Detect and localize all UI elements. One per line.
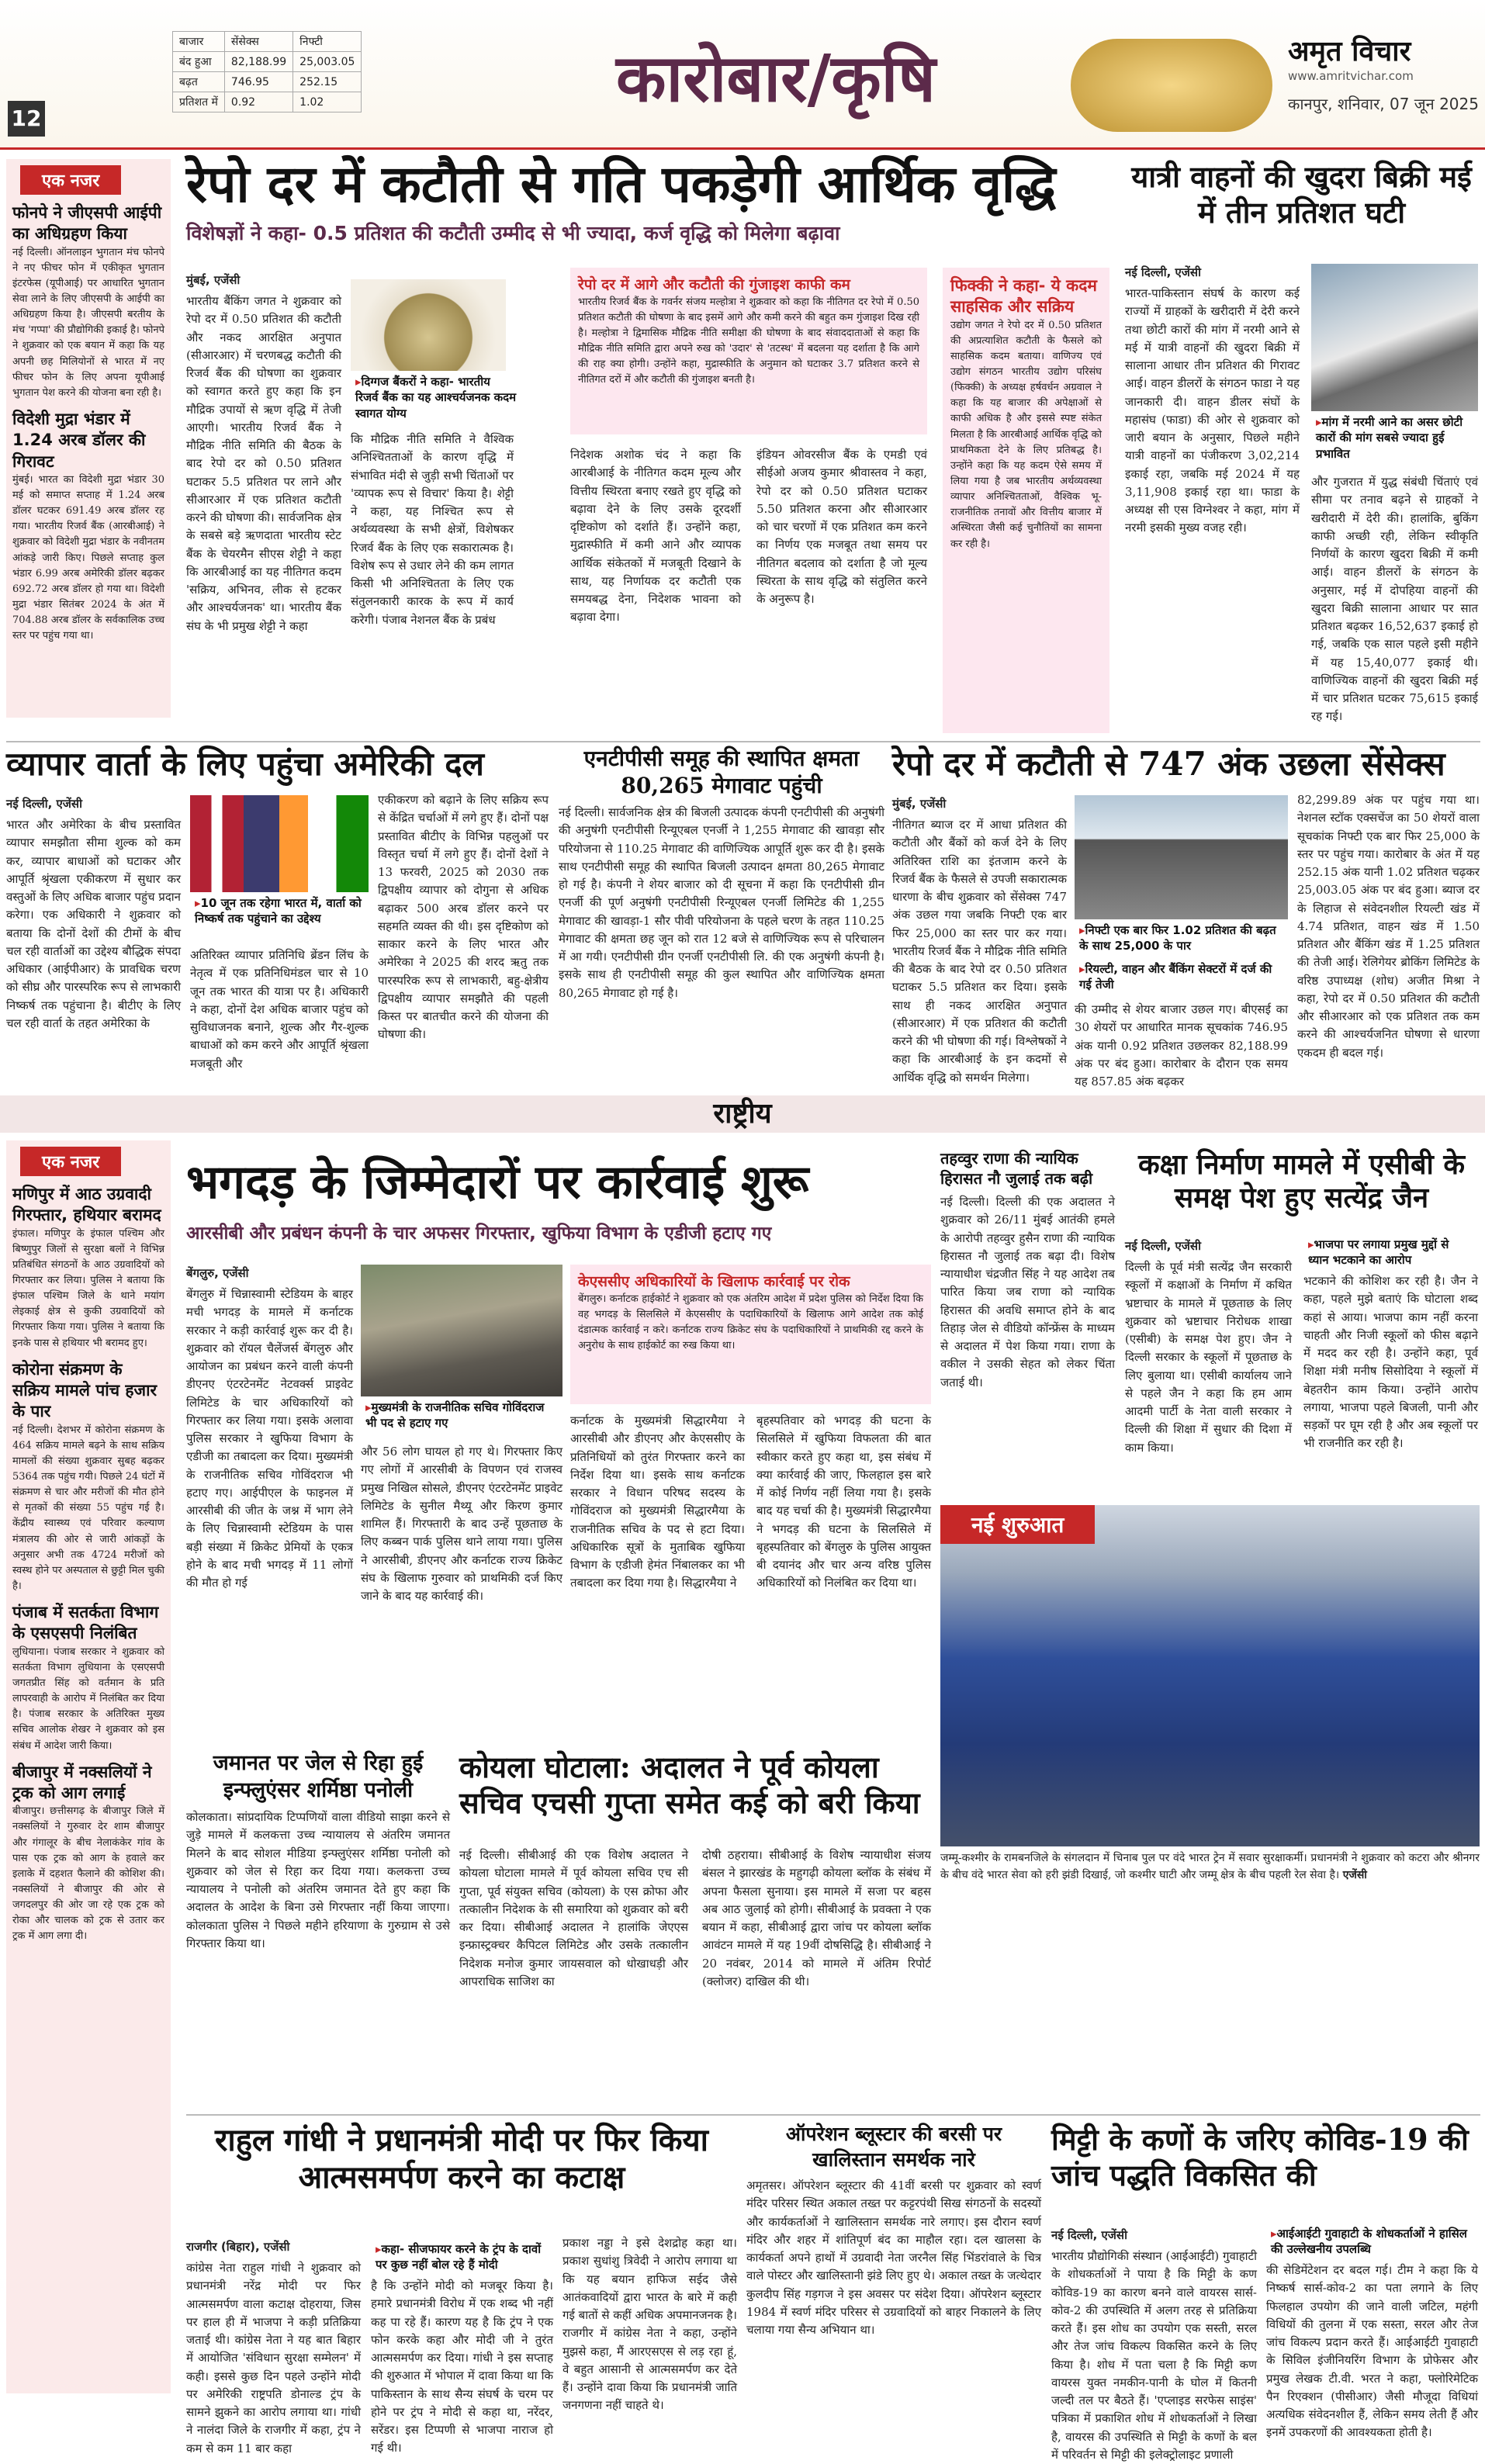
ntpc-body: नई दिल्ली। सार्वजनिक क्षेत्र की बिजली उत्पादक कंपनी एनटीपीसी की अनुषंगी की अनुषंगी एनटीपीसी रिन्यूएबल एनर्जी ने 1,255 मेगावाट की खावड़ा सौर परियोजना से 110.25 मेगावाट की वाणिज्यिक आपूर्ति शुरू कर दी है। इसके साथ एनटीपीसी समूह की स्थापित बिजली उत्पादन क्षमता 80,265 मेगावाट हो गई है। कंपनी ने शेयर बाजार को दी सूचना में कहा कि एनटीपीसी ग्रीन एनर्जी की पूर्ण अनुषंगी एनटीपीसी रिन्यूएबल एनर्जी लिमिटेड की 1,255 मेगावाट की खावड़ा-1 सौर पीवी परियोजना के पहले चरण के तहत 110.25 मेगावाट की क्षमता छह जून को रात 12 बजे से वाणिज्यिक रूप से परिचालन में आ गयी। एनटीपीसी ग्रीन एनर्जी एनटीपीसी लि. की एक अनुषंगी कंपनी है। इसके साथ ही एनटीपीसी समूह की कुल स्थापित और वाणिज्यिक क्षमता 80,265 मेगावाट हो गई है।: [559, 805, 884, 1000]
rahul-headline: राहुल गांधी ने प्रधानमंत्री मोदी पर फिर किया आत्मसमर्पण करने का कटाक्ष: [214, 2122, 709, 2196]
dateline: कानपुर, शनिवार, 07 जून 2025: [1288, 95, 1479, 113]
inset-headline: रेपो दर में आगे और कटौती की गुंजाइश काफी कम: [578, 276, 850, 293]
coal-col: दोषी ठहराया। सीबीआई के विशेष न्यायाधीश संजय बंसल ने झारखंड के महुगढ़ी कोयला ब्लॉक के संबंध में अपना फैसला सुनाया। इस मामले में सजा पर बहस अब आठ जुलाई को होगी। सीबीआई के प्रवक्ता ने एक बयान में कहा, सीबीआई द्वारा जांच पर कोयला ब्लॉक आवंटन मामले में यह 19वीं दोषसिद्धि है। सीबीआई ने 20 नवंबर, 2014 को मामले में अंतिम रिपोर्ट (क्लोजर) दाखिल की थी।: [702, 1848, 931, 1988]
bail-body: कोलकाता। सांप्रदायिक टिप्पणियों वाला वीडियो साझा करने से जुड़े मामले में कलकत्ता उच्च न्यायालय से अंतरिम जमानत मिलने के बाद सोशल मीडिया इन्फ्लुएंसर शर्मिष्ठा पनोली को शुक्रवार को जेल से रिहा कर दिया गया। कलकत्ता उच्च न्यायालय ने पनोली को अंतरिम जमानत देते हुए कहा कि अदालत के आदेश के बिना उसे गिरफ्तार नहीं किया जाएगा। कोलकाता पुलिस ने पिछले महीने हरियाणा के गुरुग्राम से उसे गिरफ्तार किया था।: [186, 1810, 450, 1950]
photo-caption: ▸ मांग में नरमी आने का असर छोटी कारों की मांग सबसे ज्यादा हुई प्रभावित: [1311, 411, 1478, 465]
stampede-col: बृहस्पतिवार को भगदड़ की घटना के सिलसिले में खुफिया विफलता की बात स्वीकार करते हुए कहा था, इस संबंध में क्या कार्रवाई की जाए, फिलहाल इस बारे में कोई निर्णय नहीं लिया गया है। इसके बाद यह चर्चा की है। मुख्यमंत्री सिद्धारमैया ने भगदड़ की घटना के सिलसिले में बृहस्पतिवार को बेंगलुरु के पुलिस आयुक्त बी दयानंद और चार अन्य वरिष्ठ पुलिस अधिकारियों को निलंबित कर दिया था।: [756, 1414, 931, 1590]
ntpc-story: [559, 745, 884, 1086]
trade-col: [6, 791, 181, 1086]
car-col: और गुजरात में युद्ध संबंधी चिंताएं एवं सीमा पर तनाव बढ़ने से ग्राहकों ने खरीदारी में देरी की। हालांकि, बुकिंग काफी अच्छी रही, लेकिन स्वीकृति निर्णयों के कारण खुदरा बिक्री में कमी आई। वाहन डीलरों के संगठन के अनुसार, मई में दोपहिया वाहनों की खुदरा बिक्री सालाना आधार पर सात प्रतिशत बढ़कर 16,52,637 इकाई हो गई, जबकि एक साल पहले इसी महीने में यह 15,40,077 इकाई थी। वाणिज्यिक वाहनों की खुदरा बिक्री मई में चार प्रतिशत घटकर 75,615 इकाई रह गई।: [1311, 475, 1478, 724]
lead-col: [186, 268, 341, 733]
train-caption: [940, 1850, 1480, 1920]
lead-col: कि मौद्रिक नीति समिति ने वैश्विक अनिश्चितताओं के कारण वृद्धि में संभावित मंदी से जुड़ी सभी चिंताओं पर 'व्यापक रूप से विचार' किया है। शेट्टी ने कहा, यह निश्चित रूप से अर्थव्यवस्था के सभी क्षेत्रों, विशेषकर रिजर्व बैंक के लिए एक सकारात्मक है। विशेष रूप से उधार लेने की कम लागत किसी भी अनिश्चितता के लिए एक संतुलनकारी कारक के रूप में कार्य करेगी। पंजाब नेशनल बैंक के प्रबंध: [351, 432, 514, 627]
rahul-story: [186, 2122, 737, 2238]
gold-bars-image: [1071, 39, 1272, 132]
article-text: भारतीय प्रौद्योगिकी संस्थान (आईआईटी) गुवाहाटी के शोधकर्ताओं ने पाया है कि मिट्टी के कण कोविड-19 का कारण बनने वाले वायरस सार्स-कोव-2 की उपस्थिति में अलग तरह से प्रतिक्रिया करते हैं। इस शोध का उपयोग एक सस्ती, सरल और तेज जांच विकल्प विकसित करने के लिए किया है। शोध में पता चला है कि मिट्टी कण वायरस युक्त नमकीन-पानी के घोल में कितनी जल्दी तल पर बैठते हैं। 'एप्लाइड सरफेस साइंस' पत्रिका में प्रकाशित शोध में शोधकर्ताओं ने लिखा है, वायरस की उपस्थिति से मिट्टी के कणों के बल में परिवर्तन से मिट्टी की इलेक्ट्रोलाइट प्रणाली: [1051, 2249, 1257, 2462]
byline: मुंबई, एजेंसी: [186, 273, 241, 287]
covid-headline: मिट्टी के कणों के जरिए कोविड-19 की जांच पद्धति विकसित की: [1051, 2122, 1469, 2192]
trade-headline: व्यापार वार्ता के लिए पहुंचा अमेरिकी दल: [6, 745, 485, 783]
brand-website: www.amritvichar.com: [1288, 69, 1414, 83]
brief-headline: फोनपे ने जीएसपी आईपी का अधिग्रहण किया: [12, 203, 162, 244]
rahul-col: [186, 2234, 361, 2455]
market-col: निफ्टी: [293, 32, 362, 52]
sidebar-tag: एक नजर: [20, 1147, 121, 1176]
market-col: सेंसेक्स: [224, 32, 292, 52]
brief-headline: कोरोना संक्रमण के सक्रिय मामले पांच हजार के पार: [12, 1359, 158, 1421]
photo-caption: ▸ आईआईटी गुवाहाटी के शोधकर्ताओं ने हासिल की उल्लेखनीय उपलब्धि: [1266, 2223, 1478, 2261]
brand-logo: [1288, 31, 1414, 83]
sidebar-tag: एक नजर: [20, 165, 121, 195]
rana-body: नई दिल्ली। दिल्ली की एक अदालत ने शुक्रवार को 26/11 मुंबई आतंकी हमले के आरोपी तहव्वुर हुसैन राणा की न्यायिक हिरासत नौ जुलाई तक बढ़ा दी। विशेष न्यायाधीश चंद्रजीत सिंह ने यह आदेश तब पारित किया जब राणा को न्यायिक हिरासत की अवधि समाप्त होने के बाद तिहाड़ जेल से वीडियो कॉन्फ्रेंस के माध्यम से अदालत में पेश किया गया। राणा के वकील ने उसकी सेहत को लेकर चिंता जताई थी।: [940, 1195, 1115, 1389]
byline: नई दिल्ली, एजेंसी: [1125, 1239, 1201, 1253]
ficci-box: [943, 268, 1109, 733]
market-cell: 0.92: [224, 92, 292, 112]
market-cell: 82,188.99: [224, 52, 292, 72]
article-text: भारत और अमेरिका के बीच प्रस्तावित व्यापार समझौता सीमा शुल्क को कम कर, व्यापार बाधाओं को घटाकर और आपूर्ति श्रृंखला एकीकरण में सुधार कर वस्तुओं के लिए अधिक बाजार पहुंच प्रदान करेगा। एक अधिकारी ने शुक्रवार को बताया कि दोनों देशों की टीमों के बीच चल रही वार्ताओं का उद्देश्य बौद्धिक संपदा अधिकार (आईपीआर) के प्रावधिक चरण को सीघ्र और पारस्परिक रूप से लाभकारी निष्कर्ष तक पहुंचाना है। बीटीए के लिए चल रही वार्ता के तहत अमेरिका के: [6, 818, 181, 1030]
article-text: दिल्ली के पूर्व मंत्री सत्येंद्र जैन सरकारी स्कूलों में कक्षाओं के निर्माण में कथित भ्रष्टाचार के मामले में पूछताछ के लिए शुक्रवार को भ्रष्टाचार निरोधक शाखा (एसीबी) के समक्ष पेश हुए। जैन ने दिल्ली सरकार के स्कूलों में पूछताछ के लिए बुलाया था। एसीबी कार्यालय जाने से पहले जैन ने कहा कि हम आम आदमी पार्टी के नेता वाली सरकार ने दिल्ली की शिक्षा में सुधार की दिशा में काम किया।: [1125, 1260, 1292, 1455]
market-cell: 1.02: [293, 92, 362, 112]
rana-headline: तहव्वुर राणा की न्यायिक हिरासत नौ जुलाई तक बढ़ी: [940, 1149, 1093, 1188]
rahul-col: है कि उन्होंने मोदी को मजबूर किया है। हमारे प्रधानमंत्री विरोध में एक शब्द भी नहीं कह पा रहे हैं। कारण यह है कि ट्रंप ने एक फोन करके कहा और मोदी जी ने तुरंत आत्मसमर्पण कर दिया। गांधी ने इस सप्ताह की शुरुआत में भोपाल में दावा किया था कि पाकिस्तान के साथ सैन्य संघर्ष के चरम पर होने पर ट्रंप ने मोदी से कहा था, नरेंदर, सरेंडर। इस टिप्पणी से भाजपा नाराज हो गई थी।: [371, 2279, 553, 2455]
section-title: कारोबार/कृषि: [616, 40, 936, 116]
article-text: कांग्रेस नेता राहुल गांधी ने शुक्रवार को प्रधानमंत्री नरेंद्र मोदी पर फिर आत्मसमर्पण वाला कटाक्ष दोहराया, जिस पर हाल ही में भाजपा ने कड़ी प्रतिक्रिया जताई थी। कांग्रेस नेता ने यह बात बिहार में आयोजित 'संविधान सुरक्षा सम्मेलन' में कही। इससे कुछ दिन पहले उन्होंने मोदी पर अमेरिकी राष्ट्रपति डोनाल्ड ट्रंप के सामने झुकने का आरोप लगाया था। गांधी ने नालंदा जिले के राजगीर में कहा, ट्रंप ने कम से कम 11 बार कहा: [186, 2261, 361, 2455]
brief-body: बीजापुर। छत्तीसगढ़ के बीजापुर जिले में नक्सलियों ने गुरुवार देर शाम बीजापुर और गंगालूर के बीच नेलाकंकेर गांव के पास एक ट्रक को आग के हवाले कर इलाके में दहशत फैलाने की कोशिश की। नक्सलियों ने बीजापुर की ओर से जगदलपुर की ओर जा रहे एक ट्रक को रोका और चालक को ट्रक से उतार कर ट्रक में आग लगा दी।: [12, 1805, 164, 1943]
rahul-col: प्रकाश नड्डा ने इसे देशद्रोह कहा था। प्रकाश सुधांशु त्रिवेदी ने आरोप लगाया था कि यह बयान हाफिज सईद जैसे आतंकवादियों द्वारा भारत के बारे में कही गई बातों से कहीं अधिक अपमानजनक है। राजगीर में कांग्रेस नेता ने कहा, उन्होंने मुझसे कहा, मैं आरएसएस से लड़ रहा हूं, वे बहुत आसानी से आत्मसमर्पण कर देते हैं। उन्होंने दावा किया कि प्रधानमंत्री जाति जनगणना नहीं चाहते थे।: [562, 2236, 737, 2413]
lead-subheadline: विशेषज्ञों ने कहा- 0.5 प्रतिशत की कटौती उम्मीद से भी ज्यादा, कर्ज वृद्धि को मिलेगा बढ़ावा: [186, 221, 840, 244]
market-table: [172, 31, 362, 112]
car-col: [1125, 260, 1300, 733]
byline: नई दिल्ली, एजेंसी: [1051, 2228, 1127, 2242]
lead-headline: रेपो दर में कटौती से गति पकड़ेगी आर्थिक वृद्धि: [186, 154, 1056, 214]
market-cell: प्रतिशत में: [173, 92, 225, 112]
header-rule: [0, 147, 1485, 150]
byline: राजगीर (बिहार), एजेंसी: [186, 2240, 290, 2254]
market-cell: 746.95: [224, 72, 292, 92]
jain-col: [1125, 1234, 1292, 1497]
stampede-sub: [186, 1222, 931, 1253]
trade-col: एकीकरण को बढ़ाने के लिए सक्रिय रूप से केंद्रित चर्चाओं में लगे हुए हैं। दोनों पक्ष प्रस्तावित बीटीए के विभिन्न पहलुओं पर विस्तृत चर्चा में लगे हुए हैं। दोनों देशों ने 13 फरवरी, 2025 को 2030 तक द्विपक्षीय व्यापार को दोगुना से अधिक बढ़ाकर 500 अरब डॉलर करने पर सहमति व्यक्त की थी। इस दृष्टिकोण को साकार करने के लिए भारत और अमेरिका ने 2025 की शरद ऋतु तक पारस्परिक रूप से लाभकारी, बहु-क्षेत्रीय द्विपक्षीय व्यापार समझौते की पहली किस्त पर बातचीत करने की योजना की घोषणा की।: [378, 793, 549, 1042]
brief-headline: पंजाब में सतर्कता विभाग के एसएसपी निलंबित: [12, 1603, 159, 1643]
bail-story: [186, 1749, 450, 2106]
brief-body: इंफाल। मणिपुर के इंफाल पश्चिम और बिष्णुपुर जिलों से सुरक्षा बलों ने विभिन्न प्रतिबंधित संगठनों के आठ उग्रवादियों को गिरफ्तार कर लिया। पुलिस ने बताया कि इंफाल पश्चिम जिले के थाने मयांग लेइकाई क्षेत्र से कुकी उग्रवादियों को गिरफ्तार किया गया। पुलिस ने बताया कि इनके पास से हथियार भी बरामद हुए।: [12, 1227, 164, 1349]
stampede-subheadline: आरसीबी और प्रबंधन कंपनी के चार अफसर गिरफ्तार, खुफिया विभाग के एडीजी हटाए गए: [186, 1223, 772, 1244]
inset-body: भारतीय रिजर्व बैंक के गवर्नर संजय मल्होत्रा ने शुक्रवार को कहा कि नीतिगत दर रेपो में 0.50 प्रतिशत कटौती की घोषणा के बाद इसमें आगे और कमी करने की बहुत कम गुंजाइश दिख रही है। मल्होत्रा ने द्विमासिक मौद्रिक नीति समीक्षा की घोषणा के बाद संवाददाताओं से कहा कि मौद्रिक नीति समिति द्वारा अपने रुख को 'उदार' से 'तटस्थ' में बदलना यह दर्शाता है कि आगे की राह क्या होगी। उन्होंने कहा, मुद्रास्फीति के अनुमान को घटाकर 3.7 प्रतिशत करने से नीतिगत दरों में और कटौती की गुंजाइश बनती है।: [578, 296, 919, 386]
article-text: भारतीय बैंकिंग जगत ने शुक्रवार को रेपो दर में 0.50 प्रतिशत की कटौती और नकद आरक्षित अनुपात (सीआरआर) में चरणबद्ध कटौती की रिजर्व बैंक की घोषणा का शुक्रवार को स्वागत करते हुए कहा कि इन मौद्रिक उपायों से ऋण वृद्धि में तेजी आएगी। भारतीय रिजर्व बैंक ने मौद्रिक नीति समिति की बैठक के बाद रेपो दर को 0.50 प्रतिशत घटाकर 5.5 प्रतिशत पर लाने और सीआरआर में एक प्रतिशत कटौती करने की घोषणा की। सार्वजनिक क्षेत्र के सबसे बड़े ऋणदाता भारतीय स्टेट बैंक के चेयरमैन सीएस शेट्टी ने कहा कि आरबीआई का यह नीतिगत कदम 'सक्रिय, अभिनव, लीक से हटकर और आश्चर्यजनक' था। भारतीय बैंक संघ के भी प्रमुख शेट्टी ने कहा: [186, 294, 341, 633]
inset-headline: फिक्की ने कहा- ये कदम साहसिक और सक्रिय: [950, 276, 1097, 317]
divider: [186, 2114, 1480, 2116]
bluestar-headline: ऑपरेशन ब्लूस्टार की बरसी पर खालिस्तान समर्थक नारे: [785, 2123, 1002, 2171]
new-beginning-badge: नई शुरुआत: [940, 1505, 1095, 1544]
lead-col: इंडियन ओवरसीज बैंक के एमडी एवं सीईओ अजय कुमार श्रीवास्तव ने कहा, रेपो दर को 0.50 प्रतिशत घटाकर 5.50 प्रतिशत करना और सीआरआर को चार चरणों में एक प्रतिशत कम करने का निर्णय एक मजबूत तथा समय पर नीतिगत बदलाव को दर्शाता है जो मूल्य स्थिरता के साथ वृद्धि को संतुलित करने के अनुरूप है।: [756, 448, 927, 606]
inset-headline: केएससीए अधिकारियों के खिलाफ कार्रवाई पर रोक: [578, 1273, 850, 1290]
bluestar-body: अमृतसर। ऑपरेशन ब्लूस्टार की 41वीं बरसी पर शुक्रवार को स्वर्ण मंदिर परिसर स्थित अकाल तख्त पर कट्टरपंथी सिख संगठनों के सदस्यों और कार्यकर्ताओं ने खालिस्तान समर्थक नारे लगाए। इस दौरान स्वर्ण मंदिर और शहर में शांतिपूर्ण बंद का माहौल रहा। दल खालसा के कार्यकर्ता अपने हाथों में उग्रवादी नेता जरनैल सिंह भिंडरांवाले के चित्र वाले पोस्टर और खालिस्तानी झंडे लिए हुए थे। अकाल तख्त के जत्थेदार कुलदीप सिंह गड़गज ने इस अवसर पर संदेश दिया। ऑपरेशन ब्लूस्टार 1984 में स्वर्ण मंदिर परिसर से उग्रवादियों को बाहर निकालने के लिए चलाया गया सैन्य अभियान था।: [746, 2178, 1041, 2337]
sensex-col: 82,299.89 अंक पर पहुंच गया था। नेशनल स्टॉक एक्सचेंज का 50 शेयरों वाला सूचकांक निफ्टी एक बार फिर 25,000 के स्तर पर पहुंच गया। कारोबार के अंत में यह 252.15 अंक यानी 1.02 प्रतिशत चढ़कर 25,003.05 अंक पर बंद हुआ। ब्याज दर के लिहाज से संवेदनशील रियल्टी खंड में 4.74 प्रतिशत, वाहन खंड में 1.50 प्रतिशत और बैंकिंग खंड में 1.25 प्रतिशत की तेजी आई। रेलिगेयर ब्रोकिंग लिमिटेड के वरिष्ठ उपाध्यक्ष (शोध) अजीत मिश्रा ने कहा, रेपो दर में 0.50 प्रतिशत की कटौती और सीआरआर को एक प्रतिशत तक कम करने की आश्चर्यजनित घोषणा से धारणा एकदम ही बदल गई।: [1297, 793, 1480, 1060]
stampede-headline: भगदड़ के जिम्मेदारों पर कार्रवाई शुरू: [186, 1155, 809, 1210]
sensex-col: [892, 791, 1067, 1086]
coal-col: नई दिल्ली। सीबीआई की एक विशेष अदालत ने कोयला घोटाला मामले में पूर्व कोयला सचिव एच सी गुप्ता, पूर्व संयुक्त सचिव (कोयला) के एस क्रोफा और तत्कालीन निदेशक के सी समारिया को शुक्रवार को बरी कर दिया। सीबीआई अदालत ने हालांकि जेएएस इन्फ्रास्ट्रक्चर कैपिटल लिमिटेड और उसके तत्कालीन निदेशक मनोज कुमार जायसवाल को धोखाधड़ी और आपराधिक साजिश का: [459, 1848, 688, 1988]
brief-body: नई दिल्ली। ऑनलाइन भुगतान मंच फोनपे ने नए फीचर फोन में एकीकृत भुगतान इंटरफेस (यूपीआई) पर आधारित भुगतान सेवा लाने के लिए जीएसपी के आईपी का अधिग्रहण किया है। जीएसपी बरतीय के मंच 'गप्पा' की प्रौद्योगिकी इकाई है। फोनपे ने शुक्रवार को एक बयान में कहा कि यह अपनी छह मिलियोनों से भारत में नए फीचर फोन के लिए अपना यूपीआई भुगतान पेश करने की योजना बना रही है।: [12, 246, 164, 399]
brief-body: लुधियाना। पंजाब सरकार ने शुक्रवार को सतर्कता विभाग लुधियाना के एसएसपी जगतप्रीत सिंह को वर्तमान के प्रति लापरवाही के आरोप में निलंबित कर दिया है। पंजाब सरकार के अतिरिक्त मुख्य सचिव आलोक शेखर ने शुक्रवार को इस संबंध में आदेश जारी किया।: [12, 1646, 164, 1752]
bail-headline: जमानत पर जेल से रिहा हुई इन्फ्लुएंसर शर्मिष्ठा पनोली: [213, 1751, 424, 1803]
market-cell: 25,003.05: [293, 52, 362, 72]
sidebar-ek-nazar: [6, 159, 171, 718]
photo-caption: ▸ दिग्गज बैंकरों ने कहा- भारतीय रिजर्व बैंक का यह आश्चर्यजनक कदम स्वागत योग्य: [351, 371, 521, 424]
covid-col: की सेडिमेंटेशन दर बदल गई। टीम ने कहा कि ये निष्कर्ष सार्स-कोव-2 का पता लगाने के लिए फिलहाल उपयोग की जाने वाली जटिल, महंगी विधियों की तुलना में एक सस्ता, सरल और तेज जांच विकल्प प्रदान करते हैं। आईआईटी गुवाहाटी के सिविल इंजीनियरिंग विभाग के प्रोफेसर और प्रमुख लेखक टी.वी. भरत ने कहा, फ्लोरिमेटिक पैन रिएक्शन (पीसीआर) जैसी मौजूदा विधियां अत्यधिक संवेदनशील हैं, लेकिन समय लेती हैं और इनमें उपकरणों की आवश्यकता होती है।: [1266, 2263, 1478, 2440]
article-text: नीतिगत ब्याज दर में आधा प्रतिशत की कटौती और बैंकों को कर्ज देने के लिए अतिरिक्त राशि का इंतजाम करने के रिजर्व बैंक के फैसले से उपजी सकारात्मक धारणा के बीच शुक्रवार को सेंसेक्स 747 अंक उछल गया जबकि निफ्टी एक बार फिर 25,000 का स्तर पार कर गया। भारतीय रिजर्व बैंक ने मौद्रिक नीति समिति की बैठक के बाद रेपो दर 0.50 प्रतिशत घटाकर 5.5 प्रतिशत कर दिया। इसके साथ ही नकद आरक्षित अनुपात (सीआरआर) में एक प्रतिशत की कटौती करने की भी घोषणा की गई। विश्लेषकों ने कहा कि आरबीआई के इन कदमों से आर्थिक वृद्धि को समर्थन मिलेगा।: [892, 818, 1067, 1085]
jain-headline: कक्षा निर्माण मामले में एसीबी के समक्ष पेश हुए सत्येंद्र जैन: [1137, 1148, 1466, 1215]
ksca-box: [570, 1265, 931, 1404]
article-text: भारत-पाकिस्तान संघर्ष के कारण कई राज्यों में ग्राहकों के खरीदारी में देरी करने तथा छोटी कारों की मांग में नरमी आने से मई में यात्री वाहनों की खुदरा बिक्री में सालाना आधार तीन प्रतिशत की गिरावट आई। वाहन डीलरों के संगठन फाडा ने यह जानकारी दी। वाहन डीलर संघों के महासंघ (फाडा) की ओर से शुक्रवार को जारी बयान के अनुसार, पिछले महीने यात्री वाहनों का पंजीकरण 3,02,214 इकाई रहा, जबकि मई 2024 में यह 3,11,908 इकाई रहा था। फाडा के अध्यक्ष सी एस विग्नेश्वर ने कहा, मांग में नरमी इसकी मुख्य वजह रही।: [1125, 286, 1300, 535]
stampede-col: और 56 लोग घायल हो गए थे। गिरफ्तार किए गए लोगों में आरसीबी के विपणन एवं राजस्व प्रमुख निखिल सोसले, डीएनए एंटरटेनमेंट प्राइवेट लिमिटेड के सुनील मैथ्यू और किरण कुमार शामिल हैं। गिरफ्तारी के बाद उन्हें पूछताछ के लिए कब्बन पार्क पुलिस थाने लाया गया। पुलिस ने आरसीबी, डीएनए और कर्नाटक राज्य क्रिकेट संघ के खिलाफ गुरुवार को प्राथमिकी दर्ज किए जाने के बाद यह कार्रवाई की।: [361, 1445, 562, 1603]
brief-body: मुंबई। भारत का विदेशी मुद्रा भंडार 30 मई को समाप्त सप्ताह में 1.24 अरब डॉलर घटकर 691.49 अरब डॉलर रह गया। भारतीय रिजर्व बैंक (आरबीआई) ने शुक्रवार को विदेशी मुद्रा भंडार के नवीनतम आंकड़े जारी किए। पिछले सप्ताह कुल भंडार 6.99 अरब अमेरिकी डॉलर बढ़कर 692.72 अरब डॉलर हो गया था। विदेशी मुद्रा भंडार सितंबर 2024 के अंत में 704.88 अरब डॉलर के सर्वकालिक उच्च स्तर पर पहुंच गया था।: [12, 473, 164, 642]
bse-building-photo: [1075, 795, 1288, 919]
brand-name: अमृत विचार: [1288, 36, 1411, 67]
photo-caption: ▸ कहा- सीजफायर करने के ट्रंप के दावों पर कुछ नहीं बोल रहे हैं मोदी: [371, 2238, 553, 2276]
trade-col: अतिरिक्त व्यापार प्रतिनिधि ब्रेंडन लिंच के नेतृत्व में एक प्रतिनिधिमंडल चार से 10 जून तक भारत की यात्रा पर है। अधिकारी ने कहा, दोनों देश अधिक बाजार पहुंच को सुविधाजनक बनाने, शुल्क और गैर-शुल्क बाधाओं को कम करने और आपूर्ति श्रृंखला मजबूती और: [190, 948, 369, 1071]
byline: बेंगलुरु, एजेंसी: [186, 1266, 249, 1280]
caption-text: जम्मू-कश्मीर के रामबनजिले के संगलदान में चिनाब पुल पर वंदे भारत ट्रेन में सवार सुरक्षाकर्मी। प्रधानमंत्री ने शुक्रवार को कटरा और श्रीनगर के बीच वंदे भारत सेवा को हरी झंडी दिखाई, जो कश्मीर घाटी और जम्मू क्षेत्र के बीच पहली रेल सेवा है।: [940, 1852, 1480, 1881]
byline: नई दिल्ली, एजेंसी: [6, 797, 82, 811]
photo-caption: ▸ निफ्टी एक बार फिर 1.02 प्रतिशत की बढ़त के साथ 25,000 के पार: [1075, 919, 1288, 957]
brief-headline: विदेशी मुद्रा भंडार में 1.24 अरब डॉलर की गिरावट: [12, 410, 146, 471]
covid-col: [1051, 2223, 1257, 2462]
brief-headline: मणिपुर में आठ उग्रवादी गिरफ्तार, हथियार बरामद: [12, 1185, 161, 1225]
market-cell: 252.15: [293, 72, 362, 92]
page-number: 12: [8, 101, 45, 137]
byline: नई दिल्ली, एजेंसी: [1125, 265, 1201, 279]
inset-body: उद्योग जगत ने रेपो दर में 0.50 प्रतिशत की अप्रत्याशित कटौती के फैसले को साहसिक कदम बताया। वाणिज्य एवं उद्योग संगठन भारतीय उद्योग परिसंघ (फिक्की) के अध्यक्ष हर्षवर्धन अग्रवाल ने कहा कि यह बाजार की अपेक्षाओं से काफी अधिक है और इससे स्पष्ट संकेत मिलता है कि आरबीआई आर्थिक वृद्धि को प्राथमिकता देने के लिए प्रतिबद्ध है। उन्होंने कहा कि यह कदम ऐसे समय में लिया गया है जब भारतीय अर्थव्यवस्था व्यापार अनिश्चितताओं, वैश्विक भू-राजनीतिक तनावों और वित्तीय बाजार में अस्थिरता जैसी कई चुनौतियों का सामना कर रही है।: [950, 319, 1102, 550]
covid-story: [1051, 2122, 1478, 2223]
market-cell: बढ़त: [173, 72, 225, 92]
article-text: बेंगलुरु में चिन्नास्वामी स्टेडियम के बाहर मची भगदड़ के मामले में कर्नाटक सरकार ने कड़ी कार्रवाई शुरू कर दी है। शुक्रवार को रॉयल चैलेंजर्स बेंगलुरु और आयोजन का प्रबंधन करने वाली कंपनी डीएनए एंटरटेनमेंट नेटवर्क्स प्राइवेट लिमिटेड के चार अधिकारियों को गिरफ्तार कर लिया गया। इसके अलावा पुलिस सरकार ने खुफिया विभाग के एडीजी का तबादला कर दिया। मुख्यमंत्री के राजनीतिक सचिव गोविंदराज भी हटाए गए। आईपीएल के फाइनल में आरसीबी की जीत के जश्न में भाग लेने के लिए चिन्नास्वामी स्टेडियम के पास बड़ी संख्या में क्रिकेट प्रेमियों के एकत्र होने के बाद मची भगदड़ में 11 लोगों की मौत हो गई: [186, 1287, 353, 1590]
bluestar-story: [746, 2122, 1041, 2397]
coal-headline: कोयला घोटाला: अदालत ने पूर्व कोयला सचिव एचसी गुप्ता समेत कई को बरी किया: [459, 1749, 920, 1820]
cars-photo: [1311, 264, 1478, 434]
photo-caption: ▸ भाजपा पर लगाया प्रमुख मुद्दों से ध्यान भटकाने का आरोप: [1303, 1234, 1478, 1272]
train-photo: [940, 1505, 1480, 1846]
market-col: बाजार: [173, 32, 225, 52]
coal-story: [459, 1749, 933, 1843]
sidebar-ek-nazar-2: [6, 1140, 171, 2393]
photo-credit: एजेंसी: [1342, 1868, 1367, 1881]
stampede-site-photo: [361, 1265, 562, 1396]
photo-caption: ▸ रियल्टी, वाहन और बैंकिंग सेक्टरों में दर्ज की गई तेजी: [1075, 958, 1288, 996]
masthead: [0, 0, 1485, 147]
sensex-headline: रेपो दर में कटौती से 747 अंक उछला सेंसेक्स: [892, 745, 1445, 783]
market-cell: बंद हुआ: [173, 52, 225, 72]
stampede-col: [186, 1261, 353, 1742]
car-headline: यात्री वाहनों की खुदरा बिक्री मई में तीन प्रतिशत घटी: [1131, 159, 1472, 230]
byline: मुंबई, एजेंसी: [892, 797, 947, 811]
inset-box: [570, 268, 927, 434]
inset-body: बेंगलुरु। कर्नाटक हाईकोर्ट ने शुक्रवार को एक अंतरिम आदेश में प्रदेश पुलिस को निर्देश दिया कि वह भगदड़ के सिलसिले में केएससीए के पदाधिकारियों के खिलाफ आगे आदेश तक कोई दंडात्मक कार्रवाई न करे। कर्नाटक राज्य क्रिकेट संघ के पदाधिकारियों ने प्राथमिकी रद्द करने के अनुरोध के साथ हाईकोर्ट का रुख किया था।: [578, 1293, 923, 1352]
stampede-col: कर्नाटक के मुख्यमंत्री सिद्धारमैया ने आरसीबी और डीएनए और केएससीए के प्रतिनिधियों को तुरंत गिरफ्तार करने का निर्देश दिया था। इसके साथ कर्नाटक सरकार ने विधान परिषद सदस्य के गोविंदराज को मुख्यमंत्री सिद्धारमैया के राजनीतिक सचिव के पद से हटा दिया। अधिकारिक सूत्रों के मुताबिक खुफिया विभाग के एडीजी हेमंत निंबालकर का भी तबादला कर दिया गया है। सिद्धारमैया ने: [570, 1414, 745, 1590]
brief-headline: बीजापुर में नक्सलियों ने ट्रक को आग लगाई: [12, 1762, 152, 1803]
ntpc-headline: एनटीपीसी समूह की स्थापित क्षमता 80,265 मेगावाट पहुंची: [583, 746, 860, 798]
photo-caption: ▸ मुख्यमंत्री के राजनीतिक सचिव गोविंदराज भी पद से हटाए गए: [361, 1396, 562, 1434]
section-band: राष्ट्रीय: [0, 1095, 1485, 1133]
photo-caption: ▸ 10 जून तक रहेगा भारत में, वार्ता को निष्कर्ष तक पहुंचाने का उद्देश्य: [190, 892, 369, 930]
brief-body: नई दिल्ली। देशभर में कोरोना संक्रमण के 464 सक्रिय मामले बढ़ने के साथ सक्रिय मामलों की संख्या शुक्रवार सुबह बढ़कर 5364 तक पहुंच गयी। पिछले 24 घंटों में संक्रमण से चार और मरीजों की मौत होने से मृतकों की संख्या 55 पहुंच गई है। केंद्रीय स्वास्थ्य एवं परिवार कल्याण मंत्रालय की ओर से जारी आंकड़ों के अनुसार अभी तक 4724 मरीजों को स्वस्थ होने पर अस्पताल से छुट्टी मिल चुकी है।: [12, 1424, 164, 1593]
sensex-col: की उम्मीद से शेयर बाजार उछल गए। बीएसई का 30 शेयरों पर आधारित मानक सूचकांक 746.95 अंक यानी 0.92 प्रतिशत उछलकर 82,188.99 अंक पर बंद हुआ। कारोबार के दौरान एक समय यह 857.85 अंक बढ़कर: [1075, 1002, 1288, 1088]
divider: [6, 741, 1480, 742]
lead-col: निदेशक अशोक चंद ने कहा कि आरबीआई के नीतिगत कदम मूल्य और वित्तीय स्थिरता बनाए रखते हुए वृद्धि को बढ़ावा देने के लिए उसके दूरदर्शी दृष्टिकोण को दर्शाते हैं। उन्होंने कहा, मुद्रास्फीति में कमी आने और व्यापक आर्थिक संकेतकों में मजबूती दिखाने के साथ, यह निर्णायक दर कटौती एक समयबद्ध देना, निदेशक भावना को बढ़ावा देगा।: [570, 448, 741, 625]
jain-col: भटकाने की कोशिश कर रही है। जैन ने कहा, पहले मुझे बताएं कि घोटाला शब्द कहां से आया। भाजपा काम नहीं करना चाहती और निजी स्कूलों को फीस बढ़ाने में मदद कर रही है। उन्होंने कहा, पूर्व शिक्षा मंत्री मनीष सिसोदिया ने स्कूलों में बेहतरीन काम किया। उन्होंने आरोप लगाया, भाजपा पहले बिजली, पानी और सड़कों पर घूम रही है और अब स्कूलों पर भी राजनीति कर रही है।: [1303, 1274, 1478, 1451]
